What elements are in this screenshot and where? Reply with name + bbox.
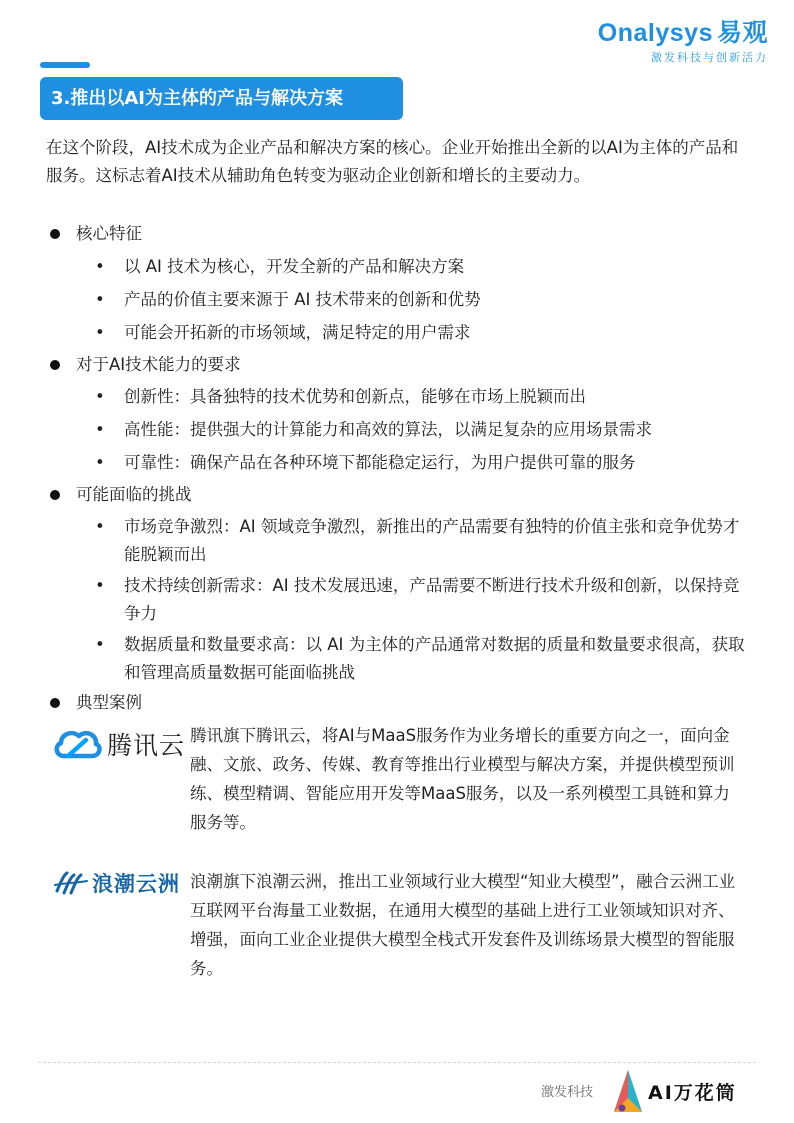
bullet-icon: • — [95, 387, 105, 406]
brand-logo-cn: 易观 — [716, 19, 768, 47]
list-item: • 高性能：提供强大的计算能力和高效的算法，以满足复杂的应用场景需求 — [95, 416, 745, 444]
list-item: • 产品的价值主要来源于 AI 技术带来的创新和优势 — [95, 286, 745, 314]
list-item: • 可能会开拓新的市场领域，满足特定的用户需求 — [95, 319, 745, 347]
case-description: 浪潮旗下浪潮云洲，推出工业领域行业大模型“知业大模型”，融合云洲工业互联网平台海量工业数据，在通用大模型的基础上进行工业领域知识对齐、增强，面向工业企业提供大模型全栈式开发套件及训练场景大模型的智能服务。 — [190, 872, 736, 978]
section-heading-text: 核心特征 — [76, 224, 142, 243]
tencent-cloud-icon — [52, 726, 102, 762]
section-heading — [50, 220, 142, 248]
list-item: • 数据质量和数量要求高：以 AI 为主体的产品通常对数据的质量和数量要求很高，获取和管理高质量数据可能面临挑战 — [95, 631, 745, 687]
list-item: • 创新性：具备独特的技术优势和创新点，能够在市场上脱颖而出 — [95, 383, 745, 411]
accent-bar — [40, 62, 90, 68]
section-heading-text: 典型案例 — [76, 693, 142, 712]
bullet-icon: • — [95, 635, 105, 654]
list-item: • 可靠性：确保产品在各种环境下都能稳定运行，为用户提供可靠的服务 — [95, 449, 745, 477]
footer-text: 激发科技 — [541, 1085, 594, 1100]
bullet-dot-icon — [50, 698, 60, 708]
list-item: • 技术持续创新需求：AI 技术发展迅速，产品需要不断进行技术升级和创新，以保持竞争力 — [95, 572, 745, 628]
case-description: 腾讯旗下腾讯云，将AI与MaaS服务作为业务增长的重要方向之一，面向金融、文旅、政务、传媒、教育等推出行业模型与解决方案，并提供模型预训练、模型精调、智能应用开发等MaaS服务，以及一系列模型工具链和算力服务等。 — [190, 726, 735, 832]
intro-paragraph: 在这个阶段，AI技术成为企业产品和解决方案的核心。企业开始推出全新的以AI为主体的产品和服务。这标志着AI技术从辅助角色转变为驱动企业创新和增长的主要动力。 — [46, 138, 739, 185]
list-item: • 市场竞争激烈：AI 领域竞争激烈，新推出的产品需要有独特的价值主张和竞争优势才能脱颖而出 — [95, 513, 745, 569]
case-logo-name: 腾讯云 — [107, 731, 186, 760]
bullet-icon: • — [95, 290, 105, 309]
section-heading-text: 对于AI技术能力的要求 — [76, 355, 241, 374]
ai-kaleidoscope-logo — [612, 1068, 737, 1114]
bullet-icon: • — [95, 576, 105, 595]
kaleidoscope-icon — [612, 1068, 644, 1114]
bullet-icon: • — [95, 323, 105, 342]
list-item: • 以 AI 技术为核心，开发全新的产品和解决方案 — [95, 253, 745, 281]
inspur-wave-icon — [54, 869, 88, 897]
tencent-cloud-logo — [52, 726, 185, 762]
brand-logo-latin: Onalysys — [597, 19, 713, 47]
section-heading-text: 可能面临的挑战 — [76, 485, 192, 504]
section-heading — [50, 351, 241, 379]
section-heading — [50, 689, 142, 717]
bullet-icon: • — [95, 517, 105, 536]
bullet-icon: • — [95, 453, 105, 472]
case-logo-name: 浪潮云洲 — [92, 872, 180, 896]
section-title: 3.推出以AI为主体的产品与解决方案 — [40, 77, 403, 120]
brand-header — [598, 18, 768, 65]
bullet-dot-icon — [50, 229, 60, 239]
footer-divider — [38, 1062, 756, 1063]
bullet-icon: • — [95, 257, 105, 276]
bullet-dot-icon — [50, 360, 60, 370]
bullet-dot-icon — [50, 490, 60, 500]
section-heading — [50, 481, 192, 509]
brand-tagline: 激发科技与创新活力 — [651, 51, 768, 64]
inspur-logo — [54, 868, 180, 898]
footer-brand-name: AI万花筒 — [648, 1081, 737, 1104]
analysys-logo — [598, 18, 768, 48]
bullet-icon: • — [95, 420, 105, 439]
